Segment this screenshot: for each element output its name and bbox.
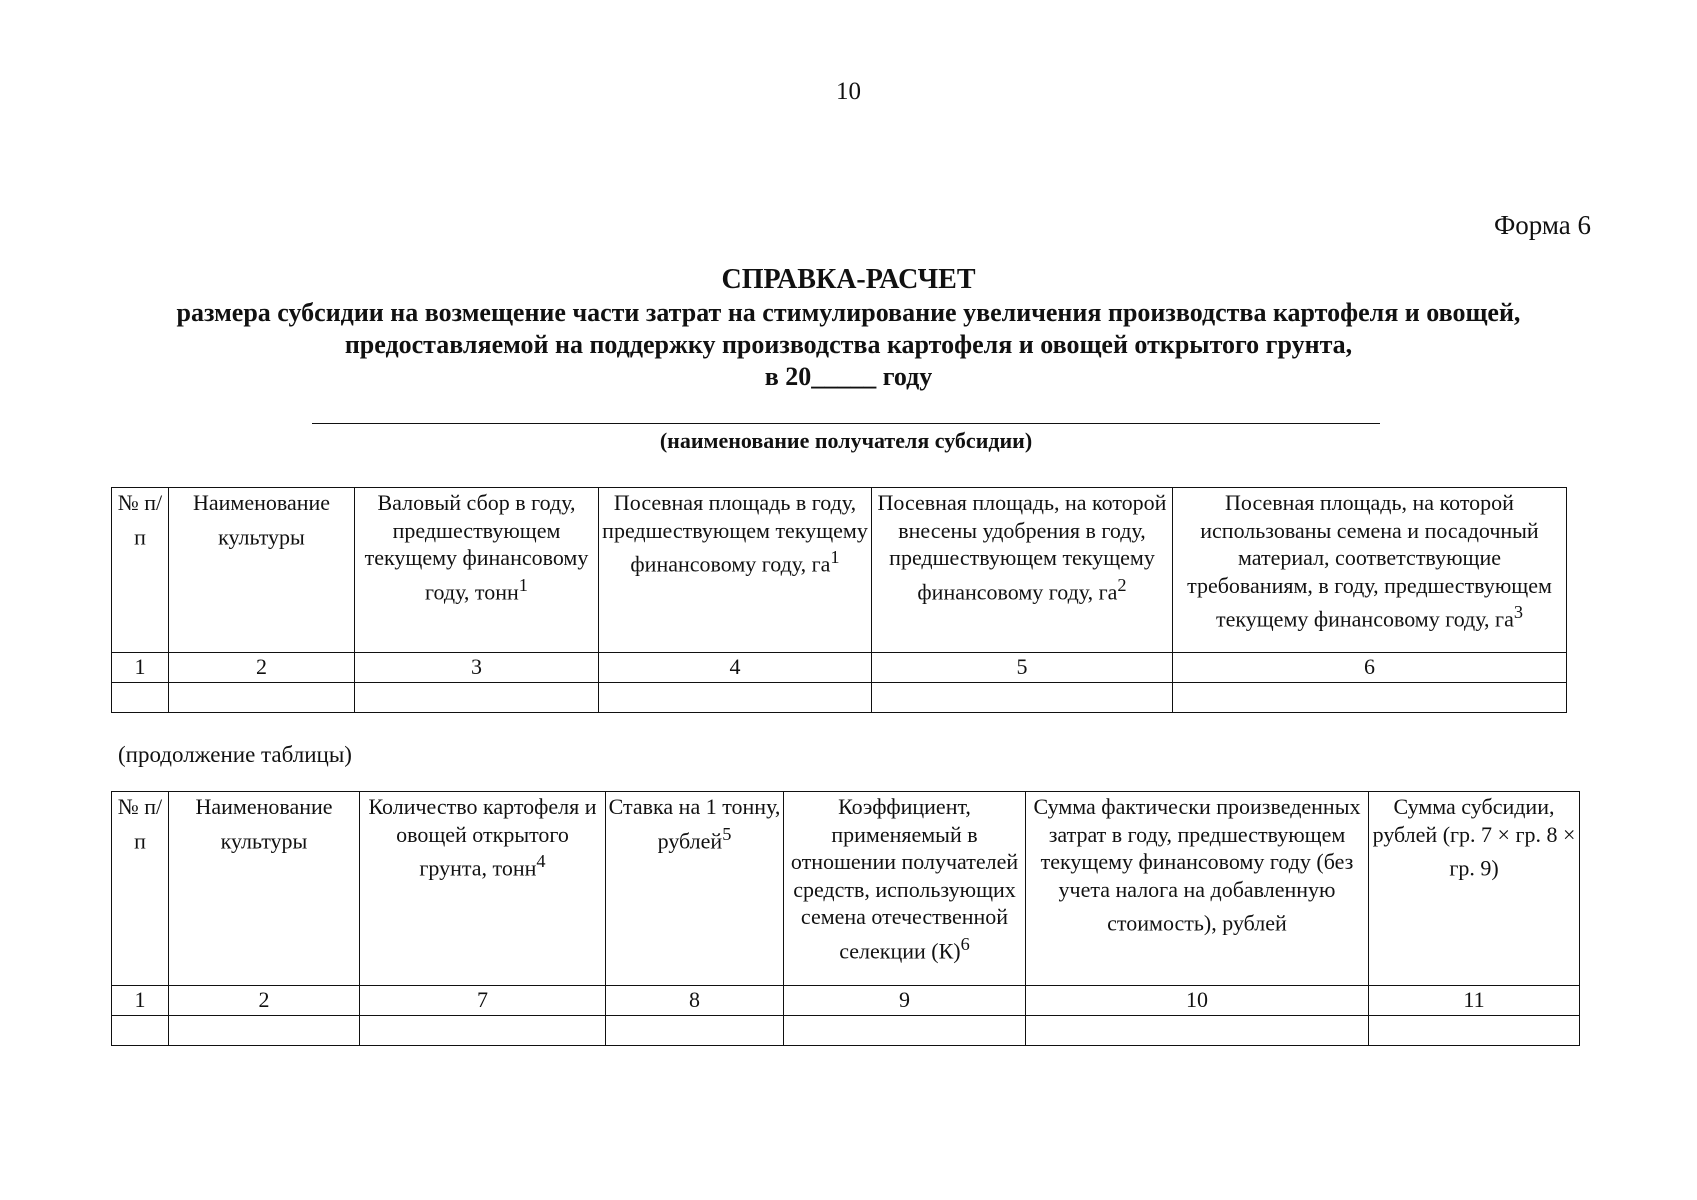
- subtitle-line-2: предоставляемой на поддержку производства картофеля и овощей открытого грунта,: [344, 330, 1353, 359]
- header-cell: Коэффициент, применяемый в отношении получателей средств, использующих семена отечественной селекции $(К)^6$: [784, 792, 1026, 986]
- data-cell[interactable]: [169, 683, 355, 713]
- subsidy-table-part-2: [111, 791, 1580, 1046]
- column-number: 5: [872, 653, 1173, 683]
- header-cell: Ставка на 1 тонну, рублей$^5$: [606, 792, 784, 986]
- header-cell: Валовый сбор в году, предшествующем текущему финансовому году, тонн$^1$: [355, 488, 599, 653]
- table-header-row: [112, 488, 1567, 653]
- column-number: 2: [169, 986, 360, 1016]
- data-cell[interactable]: [599, 683, 872, 713]
- header-cell: Наименование культуры: [169, 488, 355, 653]
- page-number: 10: [836, 78, 861, 105]
- column-number: 11: [1369, 986, 1580, 1016]
- header-cell: Сумма фактически произведенных затрат в году, предшествующем текущему финансовому году (без учета налога на добавленную стоимость), рублей: [1026, 792, 1369, 986]
- column-number: 1: [112, 986, 169, 1016]
- data-cell[interactable]: [112, 683, 169, 713]
- data-cell[interactable]: [355, 683, 599, 713]
- header-cell: № п/п: [112, 488, 169, 653]
- header-cell: Сумма субсидии, рублей (гр. 7 × гр. 8 × гр. 9): [1369, 792, 1580, 986]
- subtitle-line-3: в 20_____ году: [764, 362, 933, 391]
- column-number: 9: [784, 986, 1026, 1016]
- column-number: 3: [355, 653, 599, 683]
- header-cell: Количество картофеля и овощей открытого грунта, тонн$^4$: [360, 792, 606, 986]
- data-cell[interactable]: [606, 1016, 784, 1046]
- header-cell: Посевная площадь, на которой использованы семена и посадочный материал, соответствующие требованиям, в году, предшествующем текущему финансовому году, $га^3$: [1173, 488, 1567, 653]
- column-number: 4: [599, 653, 872, 683]
- data-cell[interactable]: [784, 1016, 1026, 1046]
- column-number-row: [112, 653, 1567, 683]
- data-cell[interactable]: [1026, 1016, 1369, 1046]
- column-number: 1: [112, 653, 169, 683]
- column-number: 10: [1026, 986, 1369, 1016]
- recipient-name-line: [312, 423, 1380, 424]
- data-cell[interactable]: [1173, 683, 1567, 713]
- column-number: 8: [606, 986, 784, 1016]
- header-cell: Посевная площадь, на которой внесены удобрения в году, предшествующем текущему финансовому году, $га^2$: [872, 488, 1173, 653]
- header-cell: Посевная площадь в году, предшествующем текущему финансовому году, $га^1$: [599, 488, 872, 653]
- continuation-label: (продолжение таблицы): [118, 742, 352, 767]
- header-cell: Наименование культуры: [169, 792, 360, 986]
- column-number: 6: [1173, 653, 1567, 683]
- data-cell[interactable]: [112, 1016, 169, 1046]
- data-cell[interactable]: [169, 1016, 360, 1046]
- form-label: Форма 6: [1493, 210, 1591, 240]
- column-number: 7: [360, 986, 606, 1016]
- column-number-row: [112, 986, 1580, 1016]
- data-cell[interactable]: [360, 1016, 606, 1046]
- data-cell[interactable]: [872, 683, 1173, 713]
- blank-data-row: [112, 1016, 1580, 1046]
- header-cell: № п/п: [112, 792, 169, 986]
- subtitle-line-1: размера субсидии на возмещение части затрат на стимулирование увеличения производства картофеля и овощей,: [176, 298, 1521, 327]
- title-block: [80, 263, 1617, 393]
- table-header-row: [112, 792, 1580, 986]
- blank-data-row: [112, 683, 1567, 713]
- subsidy-table-part-1: [111, 487, 1567, 713]
- recipient-caption: (наименование получателя субсидии): [659, 428, 1033, 453]
- column-number: 2: [169, 653, 355, 683]
- document-title: СПРАВКА-РАСЧЕТ: [721, 264, 976, 295]
- data-cell[interactable]: [1369, 1016, 1580, 1046]
